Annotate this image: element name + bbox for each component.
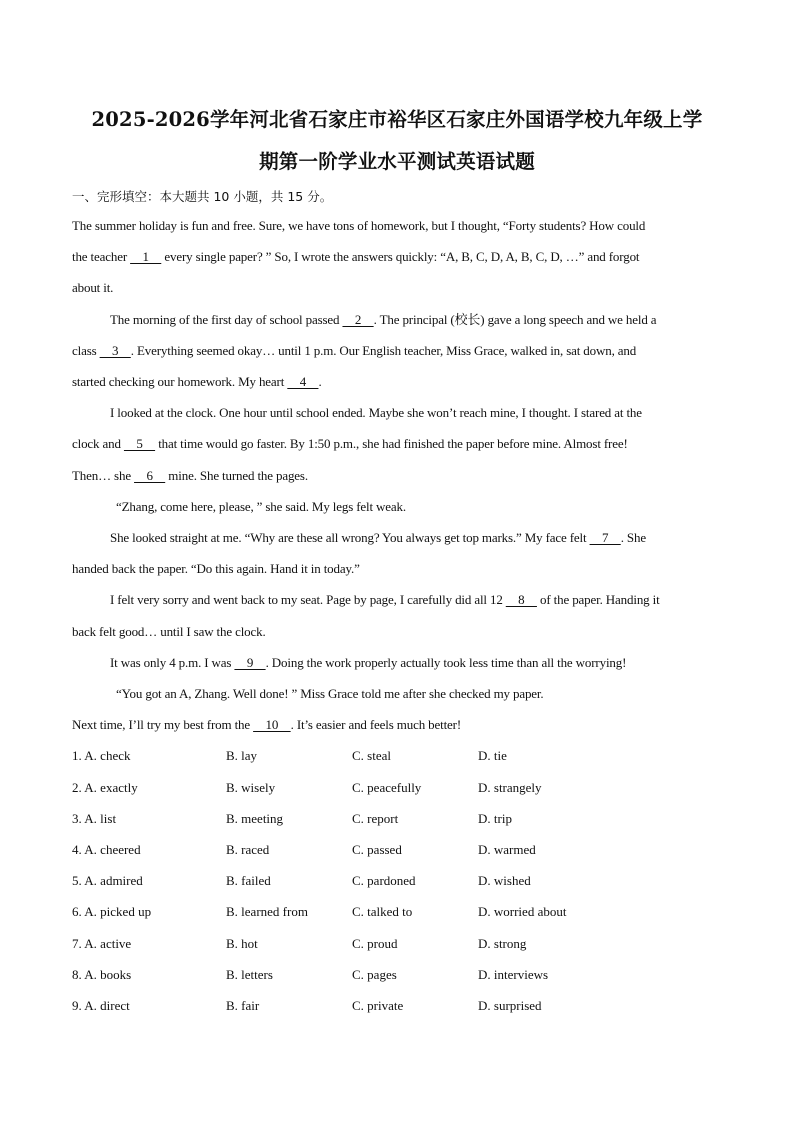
document-title-line-2: 期第一阶学业水平测试英语试题 <box>259 150 535 173</box>
text-run: mine. She turned the pages. <box>165 468 308 483</box>
option-5-c: C. pardoned <box>352 873 416 888</box>
option-3-d: D. trip <box>478 811 512 826</box>
text-run: The morning of the first day of school passed <box>110 312 343 327</box>
option-4-d: D. warmed <box>478 842 536 857</box>
option-1-a: 1. A. check <box>72 748 131 763</box>
text-run: It was only 4 p.m. I was <box>110 655 235 670</box>
option-8-d: D. interviews <box>478 967 549 982</box>
text-run: started checking our homework. My heart <box>72 374 288 389</box>
option-5-b: B. failed <box>226 873 271 888</box>
option-1-d: D. tie <box>478 748 507 763</box>
passage-line <box>72 343 722 359</box>
passage-line: The summer holiday is fun and free. Sure, we have tons of homework, but I thought, “Forty students? How could <box>72 218 646 233</box>
passage-line <box>72 374 722 390</box>
blank-7: 7 <box>589 530 621 545</box>
option-2-c: C. peacefully <box>352 780 422 795</box>
option-5-d: D. wished <box>478 873 531 888</box>
blank-3: 3 <box>99 343 131 358</box>
text-run: Then… she <box>72 468 135 483</box>
option-7-d: D. strong <box>478 936 527 951</box>
passage-line <box>72 436 722 452</box>
option-8-c: C. pages <box>352 967 397 982</box>
text-run: . She <box>620 530 646 545</box>
option-3-b: B. meeting <box>226 811 284 826</box>
text-run: clock and <box>72 436 124 451</box>
option-1-b: B. lay <box>226 748 258 763</box>
text-run: . It’s easier and feels much better! <box>290 717 462 732</box>
passage-line <box>110 592 760 608</box>
text-run: of the paper. Handing it <box>536 592 660 607</box>
option-7-c: C. proud <box>352 936 398 951</box>
option-4-a: 4. A. cheered <box>72 842 141 857</box>
passage-line <box>110 312 760 328</box>
option-4-b: B. raced <box>226 842 270 857</box>
text-run: . <box>318 374 322 389</box>
option-6-d: D. worried about <box>478 904 567 919</box>
blank-10: 10 <box>253 717 291 732</box>
text-run: the teacher <box>72 249 131 264</box>
text-run: . Everything seemed okay… until 1 p.m. Our English teacher, Miss Grace, walked in, sat down, and <box>130 343 637 358</box>
option-6-b: B. learned from <box>226 904 308 919</box>
blank-2: 2 <box>342 312 374 327</box>
passage-line: “You got an A, Zhang. Well done! ” Miss Grace told me after she checked my paper. <box>116 686 544 701</box>
blank-9: 9 <box>234 655 266 670</box>
blank-8: 8 <box>505 592 537 607</box>
section-heading: 一、完形填空：本大题共 10 小题，共 15 分。 <box>72 189 333 204</box>
option-8-b: B. letters <box>226 967 273 982</box>
option-3-a: 3. A. list <box>72 811 117 826</box>
text-run: She looked straight at me. “Why are these all wrong? You always get top marks.” My face felt <box>110 530 590 545</box>
text-run: class <box>72 343 100 358</box>
passage-line: back felt good… until I saw the clock. <box>72 624 266 639</box>
option-3-c: C. report <box>352 811 399 826</box>
text-run: Next time, I’ll try my best from the <box>72 717 254 732</box>
option-2-d: D. strangely <box>478 780 542 795</box>
option-5-a: 5. A. admired <box>72 873 143 888</box>
passage-line <box>110 530 760 546</box>
document-title-line-1: 2025-2026学年河北省石家庄市裕华区石家庄外国语学校九年级上学 <box>91 108 703 131</box>
text-run: I felt very sorry and went back to my seat. Page by page, I carefully did all 12 <box>110 592 506 607</box>
passage-line <box>72 468 722 484</box>
blank-6: 6 <box>134 468 166 483</box>
option-9-d: D. surprised <box>478 998 542 1013</box>
option-2-a: 2. A. exactly <box>72 780 138 795</box>
text-run: . The principal (校长) gave a long speech and we held a <box>373 312 657 327</box>
blank-1: 1 <box>130 249 162 264</box>
option-7-a: 7. A. active <box>72 936 132 951</box>
option-8-a: 8. A. books <box>72 967 132 982</box>
option-6-c: C. talked to <box>352 904 413 919</box>
option-1-c: C. steal <box>352 748 391 763</box>
passage-line: about it. <box>72 280 114 295</box>
passage-line: I looked at the clock. One hour until school ended. Maybe she won’t reach mine, I thought. I stared at the <box>110 405 642 420</box>
passage-line: “Zhang, come here, please, ” she said. My legs felt weak. <box>116 499 406 514</box>
text-run: every single paper? ” So, I wrote the answers quickly: “A, B, C, D, A, B, C, D, …” and forgot <box>161 249 640 264</box>
passage-line: handed back the paper. “Do this again. Hand it in today.” <box>72 561 360 576</box>
option-9-a: 9. A. direct <box>72 998 130 1013</box>
passage-line <box>72 717 722 733</box>
blank-4: 4 <box>287 374 319 389</box>
option-9-c: C. private <box>352 998 404 1013</box>
text-run: that time would go faster. By 1:50 p.m., she had finished the paper before mine. Almost free! <box>155 436 628 451</box>
passage-line <box>72 249 722 265</box>
blank-5: 5 <box>123 436 156 451</box>
passage-line <box>110 655 760 671</box>
text-run: . Doing the work properly actually took less time than all the worrying! <box>265 655 627 670</box>
option-7-b: B. hot <box>226 936 258 951</box>
option-4-c: C. passed <box>352 842 402 857</box>
option-9-b: B. fair <box>226 998 260 1013</box>
option-2-b: B. wisely <box>226 780 276 795</box>
option-6-a: 6. A. picked up <box>72 904 152 919</box>
